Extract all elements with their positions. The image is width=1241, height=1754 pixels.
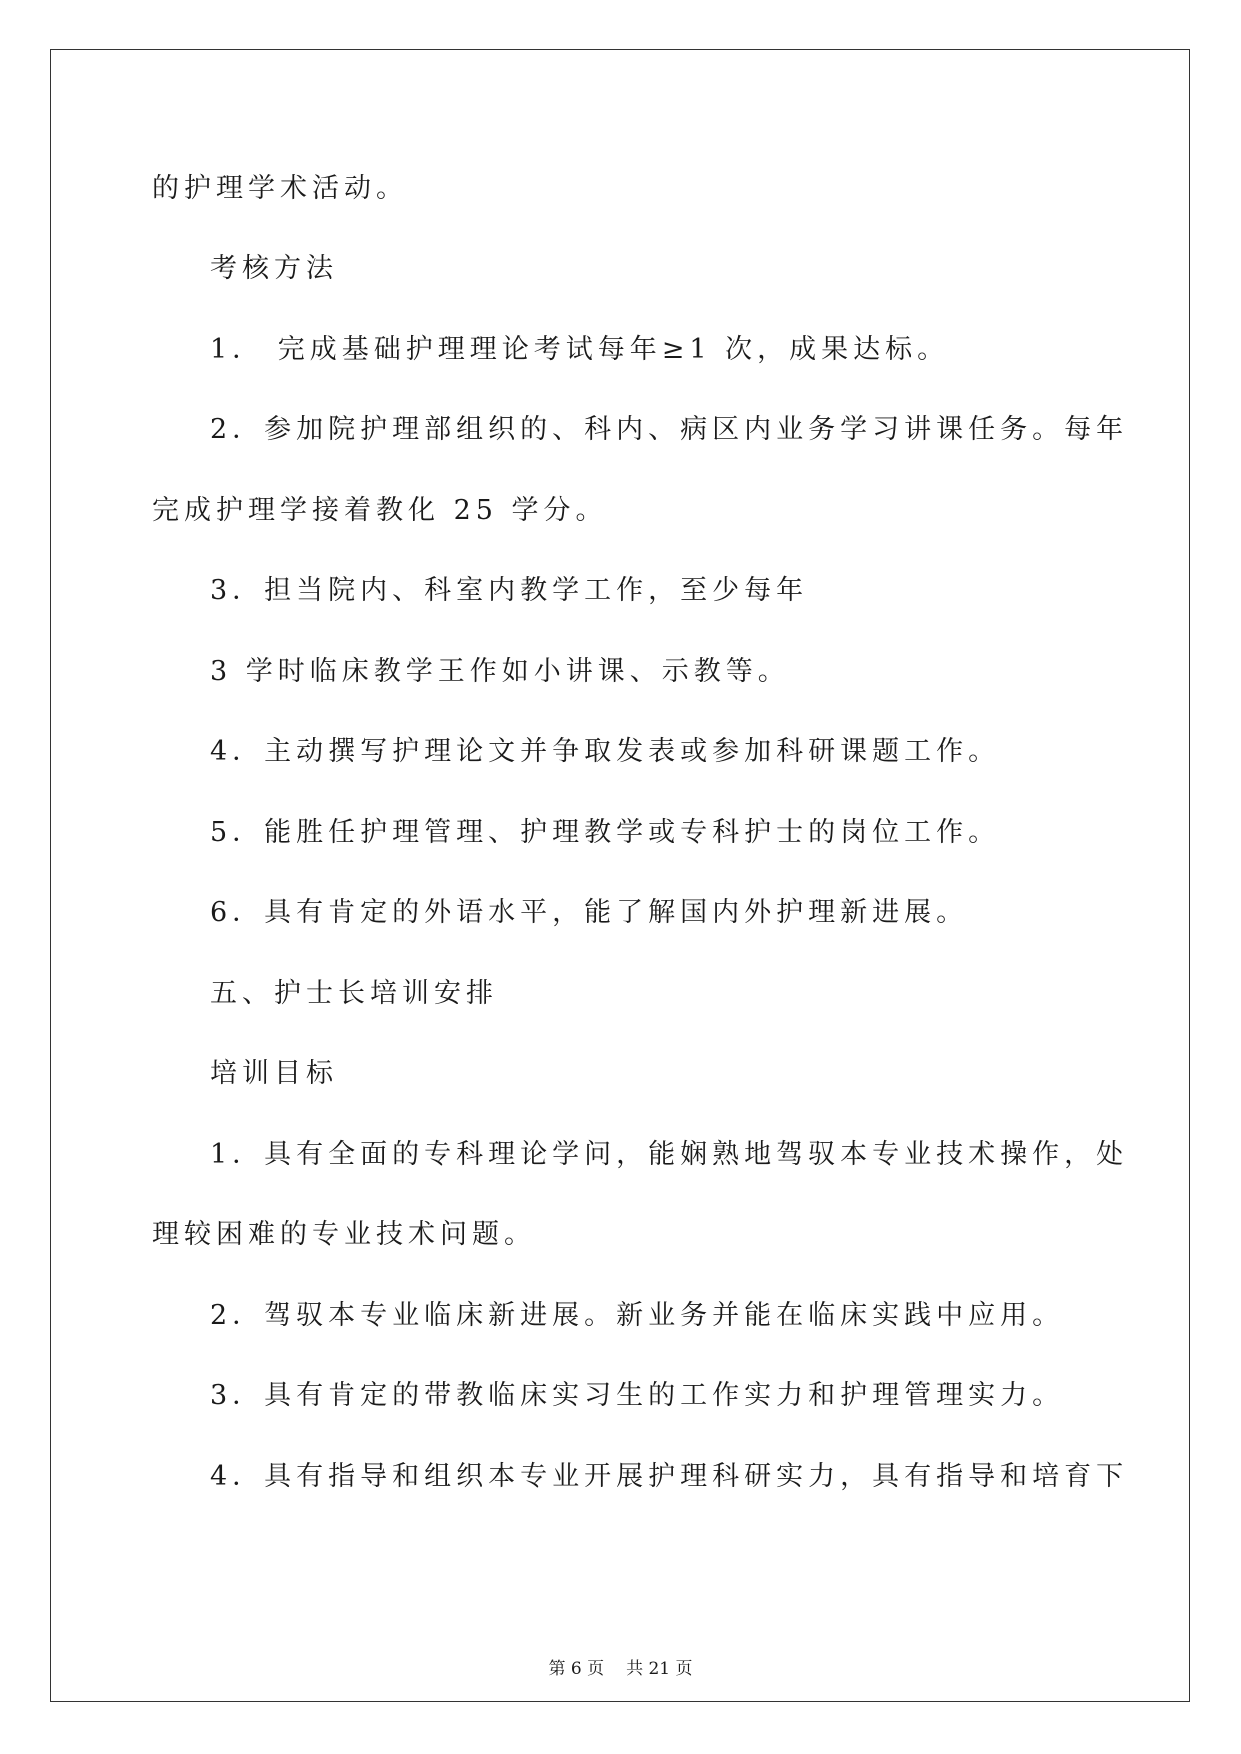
page-border (50, 49, 1190, 1702)
text-line: 理较困难的专业技术问题。 (152, 1219, 536, 1250)
section-heading: 培训目标 (210, 1058, 338, 1089)
list-item: 4．具有指导和组织本专业开展护理科研实力，具有指导和培育下 (210, 1461, 1129, 1492)
list-item: 1．具有全面的专科理论学问，能娴熟地驾驭本专业技术操作，处 (210, 1139, 1129, 1170)
text-line: 的护理学术活动。 (152, 173, 408, 204)
list-item: 6．具有肯定的外语水平，能了解国内外护理新进展。 (210, 897, 969, 928)
list-item: 3．具有肯定的带教临床实习生的工作实力和护理管理实力。 (210, 1380, 1065, 1411)
text-line: 3 学时临床教学王作如小讲课、示教等。 (210, 656, 790, 687)
page-number: 第 6 页 (548, 1659, 605, 1679)
list-item: 5．能胜任护理管理、护理教学或专科护士的岗位工作。 (210, 817, 1001, 848)
section-heading: 五、护士长培训安排 (210, 978, 498, 1009)
page-total: 共 21 页 (626, 1659, 693, 1679)
text-line: 完成护理学接着教化 25 学分。 (152, 495, 608, 526)
list-item: 2．参加院护理部组织的、科内、病区内业务学习讲课任务。每年 (210, 414, 1129, 445)
page-footer (0, 1658, 1241, 1680)
section-heading: 考核方法 (210, 253, 338, 284)
list-item: 3．担当院内、科室内教学工作，至少每年 (210, 575, 809, 606)
list-item: 1． 完成基础护理理论考试每年≥1 次，成果达标。 (210, 334, 950, 365)
list-item: 2．驾驭本专业临床新进展。新业务并能在临床实践中应用。 (210, 1300, 1065, 1331)
list-item: 4．主动撰写护理论文并争取发表或参加科研课题工作。 (210, 736, 1001, 767)
